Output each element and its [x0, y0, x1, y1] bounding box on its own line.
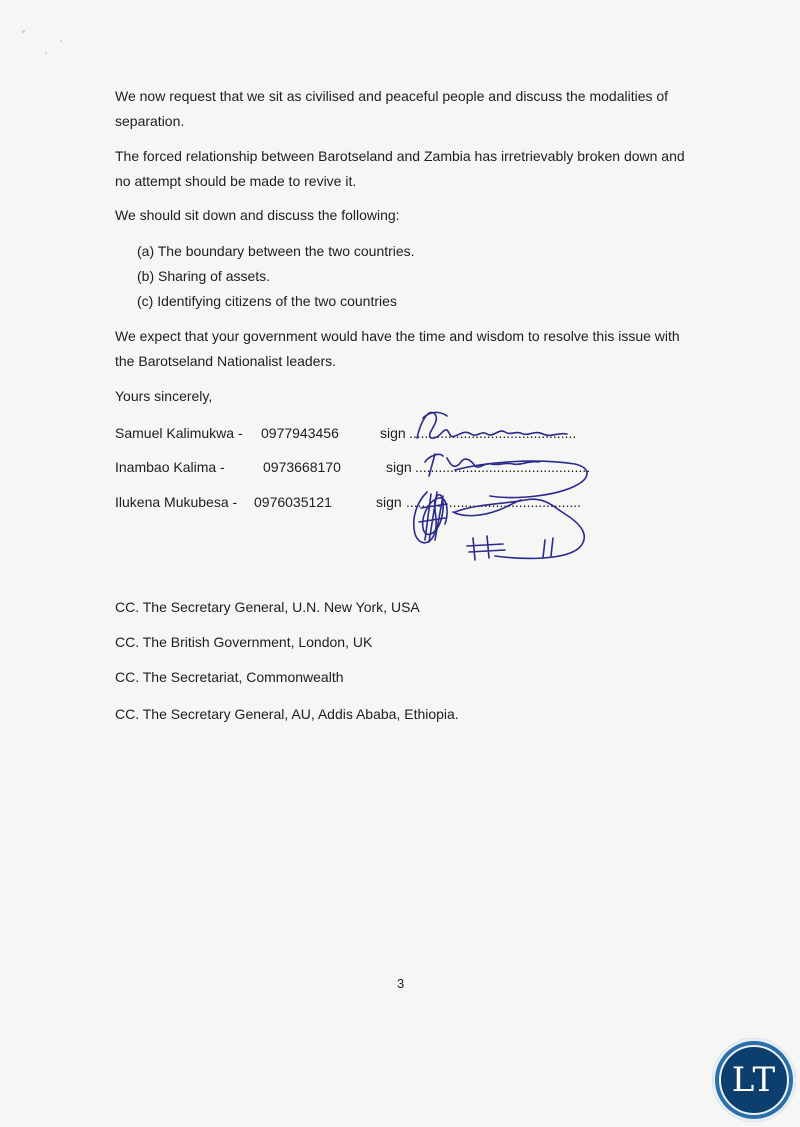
paragraph-relationship: The forced relationship between Barotseland and Zambia has irretrievably broken down and no attempt should be made to revive it. [115, 148, 685, 189]
list-item: (b) Sharing of assets. [137, 268, 271, 284]
cc-line: CC. The British Government, London, UK [115, 634, 373, 650]
signatory-name: Inambao Kalima - [115, 459, 225, 475]
logo-badge [719, 1045, 789, 1115]
signature-stroke [543, 538, 553, 558]
paragraph-request: We now request that we sit as civilised and peaceful people and discuss the modalities of separation. [115, 88, 669, 129]
list-item: (c) Identifying citizens of the two countries [137, 293, 397, 309]
page-number: 3 [397, 976, 405, 991]
signature-line: ............................................. [415, 459, 591, 475]
sign-label: sign [380, 425, 406, 441]
scan-speck [60, 40, 62, 42]
lt-logo [712, 1038, 796, 1122]
signature-stroke [417, 412, 567, 438]
signature-line: ............................................. [406, 494, 582, 510]
logo-text: LT [731, 1060, 777, 1100]
scan-speck [45, 52, 47, 54]
signatory-phone: 0976035121 [254, 494, 332, 510]
list-item: (a) The boundary between the two countries. [137, 243, 415, 259]
paragraph-expectation: We expect that your government would have the time and wisdom to resolve this issue with the Barotseland Nationalist leaders. [115, 328, 680, 369]
sign-label: sign [376, 494, 402, 510]
cc-line: CC. The Secretariat, Commonwealth [115, 669, 344, 685]
cc-line: CC. The Secretary General, U.N. New York, USA [115, 599, 420, 615]
signatory-name: Samuel Kalimukwa - [115, 425, 243, 441]
sign-label: sign [386, 459, 412, 475]
signature-line: ........................................... [409, 425, 577, 441]
handwritten-signatures [395, 400, 605, 570]
paragraph-discuss: We should sit down and discuss the following: [115, 207, 400, 223]
cc-line: CC. The Secretary General, AU, Addis Ababa, Ethiopia. [115, 706, 459, 722]
scan-speck [22, 30, 25, 33]
signatory-phone: 0977943456 [261, 425, 339, 441]
signatory-phone: 0973668170 [263, 459, 341, 475]
closing-salutation: Yours sincerely, [115, 388, 213, 404]
signatory-name: Ilukena Mukubesa - [115, 494, 238, 510]
